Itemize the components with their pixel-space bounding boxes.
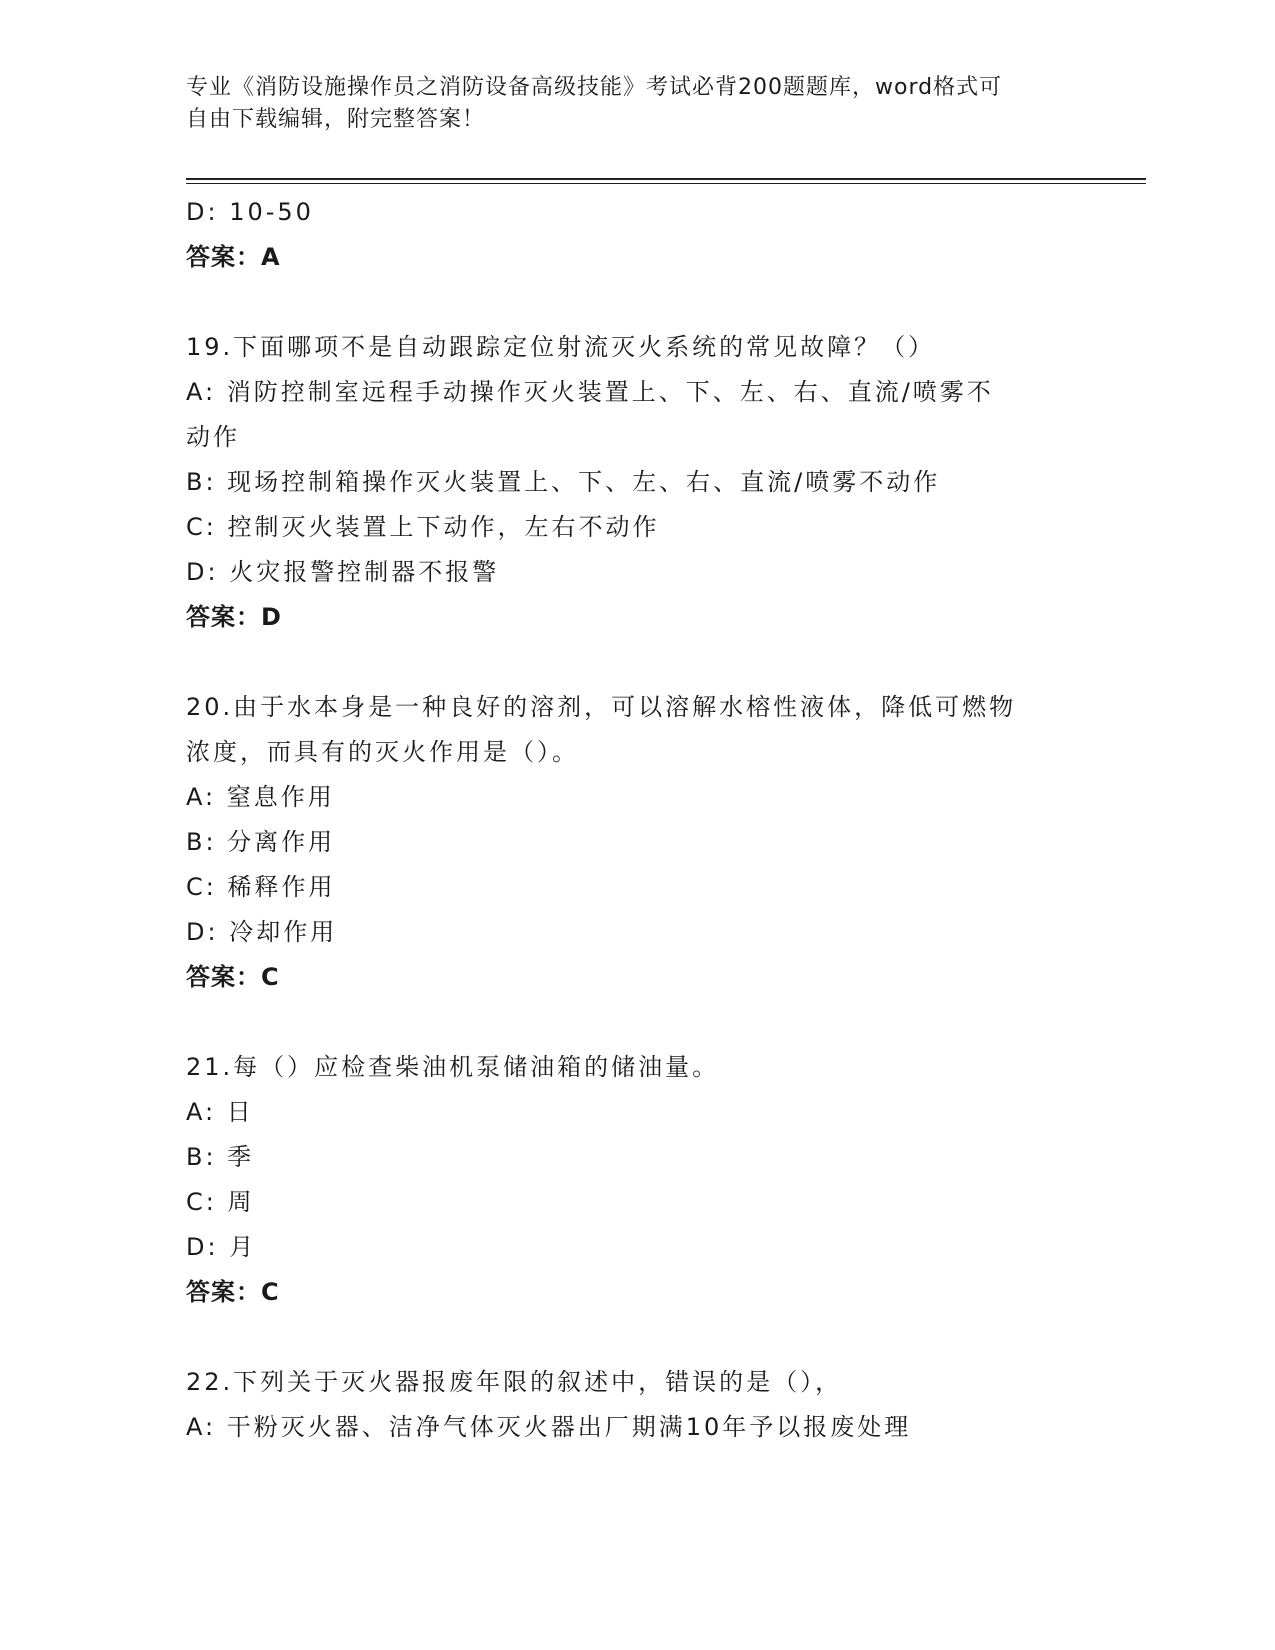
document-header (186, 72, 1066, 136)
header-line-1: 专业《消防设施操作员之消防设备高级技能》考试必背200题题库，word格式可 (186, 75, 1003, 100)
question-22 (186, 1360, 1086, 1450)
header-divider-thin (186, 183, 1146, 184)
question-stem-continued: 浓度，而具有的灭火作用是（）。 (186, 738, 579, 766)
header-divider-thick (186, 178, 1146, 180)
option-a-continued: 动作 (186, 423, 240, 451)
option-d: D: 冷却作用 (186, 918, 338, 946)
option-a: A: 日 (186, 1098, 254, 1126)
document-body (186, 190, 1086, 1450)
spacer (186, 1000, 1086, 1045)
question-stem: 21.每（）应检查柴油机泵储油箱的储油量。 (186, 1053, 720, 1081)
option-a: A: 消防控制室远程手动操作灭火装置上、下、左、右、直流/喷雾不 (186, 378, 994, 406)
option-d: D: 月 (186, 1233, 257, 1261)
prev-option-d: D: 10-50 (186, 198, 314, 226)
option-d: D: 火灾报警控制器不报警 (186, 558, 500, 586)
question-stem: 22.下列关于灭火器报废年限的叙述中，错误的是（）， (186, 1368, 843, 1396)
question-stem: 19.下面哪项不是自动跟踪定位射流灭火系统的常见故障？（） (186, 333, 936, 361)
answer: 答案：C (186, 1278, 280, 1306)
option-a: A: 窒息作用 (186, 783, 335, 811)
spacer (186, 1315, 1086, 1360)
spacer (186, 640, 1086, 685)
answer: 答案：C (186, 963, 280, 991)
option-b: B: 季 (186, 1143, 255, 1171)
option-c: C: 稀释作用 (186, 873, 336, 901)
option-c: C: 周 (186, 1188, 255, 1216)
spacer (186, 280, 1086, 325)
question-21 (186, 1045, 1086, 1315)
option-a: A: 干粉灭火器、洁净气体灭火器出厂期满10年予以报废处理 (186, 1413, 912, 1441)
option-c: C: 控制灭火装置上下动作，左右不动作 (186, 513, 660, 541)
question-stem: 20.由于水本身是一种良好的溶剂，可以溶解水榕性液体，降低可燃物 (186, 693, 1017, 721)
question-19 (186, 325, 1086, 640)
question-20 (186, 685, 1086, 1000)
option-b: B: 分离作用 (186, 828, 336, 856)
header-line-2: 自由下载编辑，附完整答案！ (186, 107, 486, 132)
option-b: B: 现场控制箱操作灭火装置上、下、左、右、直流/喷雾不动作 (186, 468, 941, 496)
prev-answer: 答案：A (186, 243, 281, 271)
answer: 答案：D (186, 603, 282, 631)
